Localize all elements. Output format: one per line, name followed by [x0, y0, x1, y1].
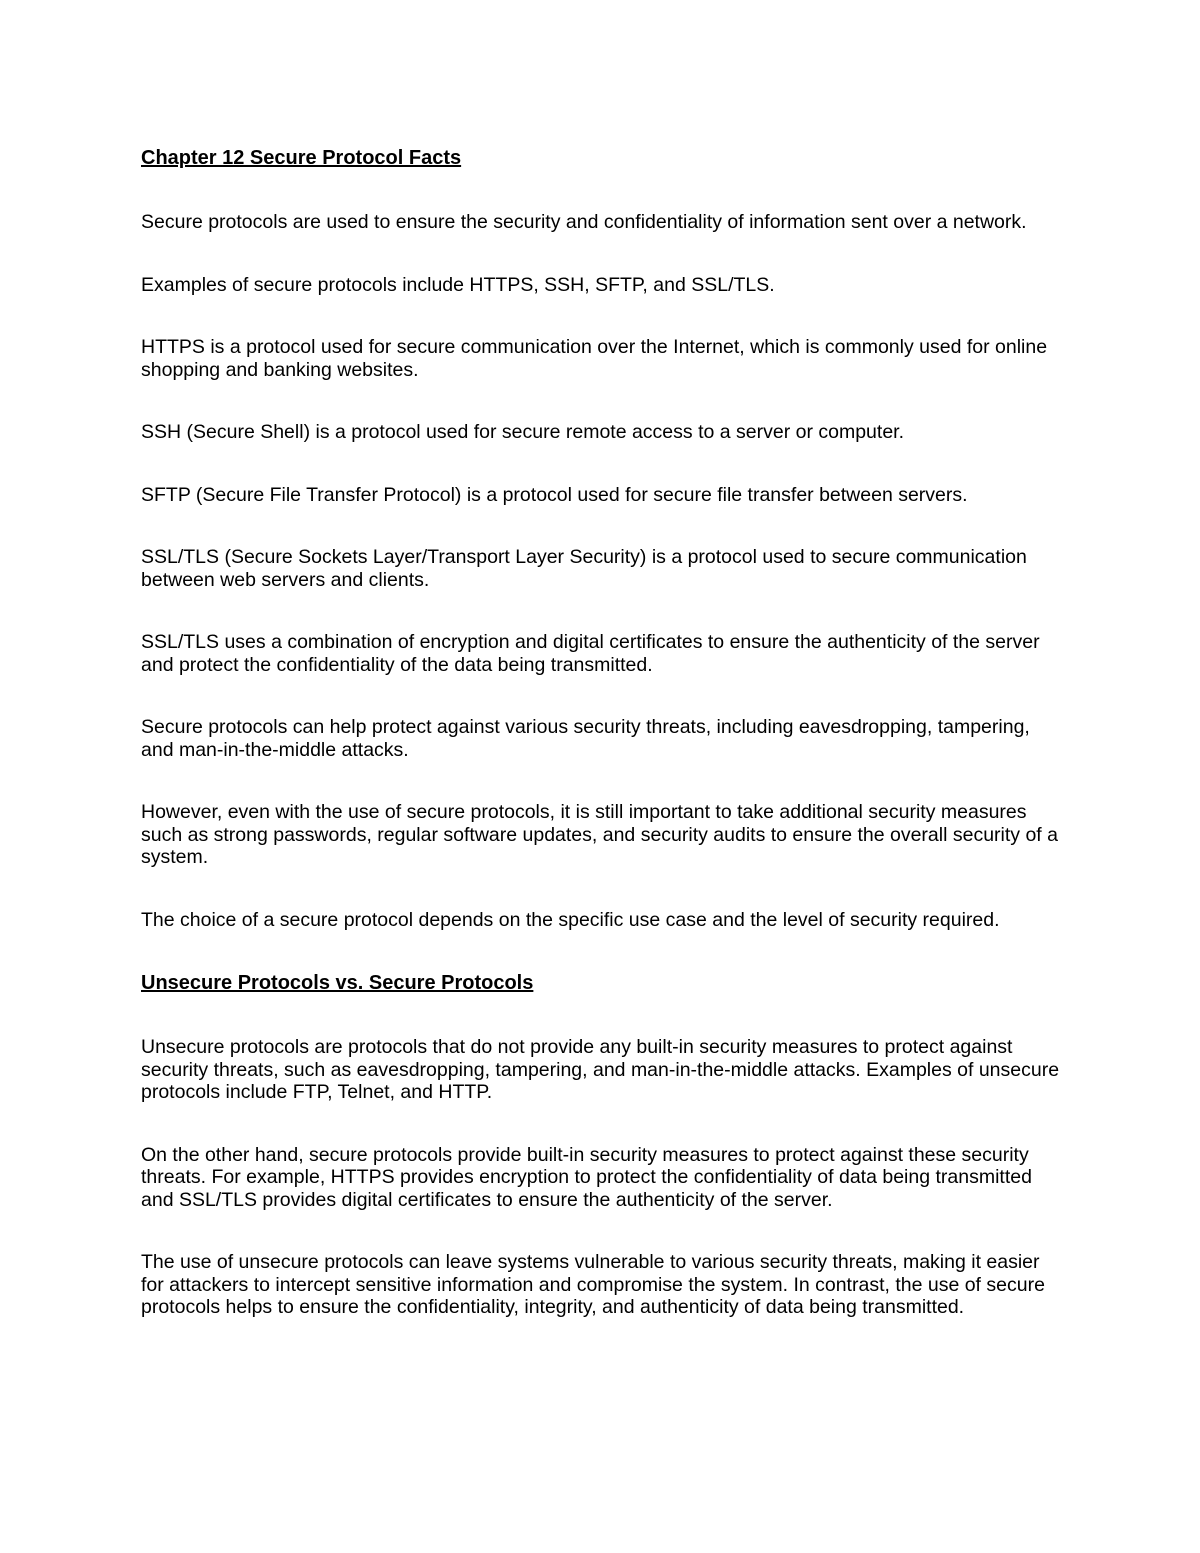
paragraph-conclusion: The use of unsecure protocols can leave systems vulnerable to various security threats, making it easier for attackers to intercept sensitive information and compromise the system. In contrast, the use of secure protocols helps to ensure the confidentiality, integrity, and authenticity of data being transmitted. [141, 1251, 1045, 1318]
paragraph-choice: The choice of a secure protocol depends on the specific use case and the level of security required. [141, 908, 1000, 931]
chapter-heading: Chapter 12 Secure Protocol Facts [141, 147, 462, 169]
paragraph-https: HTTPS is a protocol used for secure communication over the Internet, which is commonly used for online shopping and banking websites. [141, 336, 1048, 381]
document-page [141, 146, 1066, 1319]
paragraph-threats: Secure protocols can help protect against various security threats, including eavesdropping, tampering, and man-in-the-middle attacks. [141, 716, 1030, 761]
paragraph-secure-intro: Secure protocols are used to ensure the security and confidentiality of information sent over a network. [141, 211, 1027, 233]
paragraph-secure-measures: On the other hand, secure protocols provide built-in security measures to protect against these security threats. For example, HTTPS provides encryption to protect the confidentiality of data being transmitted and SSL/TLS provides digital certificates to ensure the authenticity of the server. [141, 1143, 1032, 1211]
paragraph-ssh: SSH (Secure Shell) is a protocol used for secure remote access to a server or computer. [141, 421, 904, 443]
paragraph-sftp: SFTP (Secure File Transfer Protocol) is a protocol used for secure file transfer between servers. [141, 483, 968, 506]
paragraph-ssl-tls: SSL/TLS (Secure Sockets Layer/Transport Layer Security) is a protocol used to secure communication between web servers and clients. [141, 546, 1027, 591]
paragraph-examples: Examples of secure protocols include HTTPS, SSH, SFTP, and SSL/TLS. [141, 273, 775, 296]
paragraph-additional-measures: However, even with the use of secure protocols, it is still important to take additional security measures such as strong passwords, regular software updates, and security audits to ensure the overall security of a system. [141, 801, 1058, 868]
paragraph-unsecure: Unsecure protocols are protocols that do not provide any built-in security measures to protect against security threats, such as eavesdropping, tampering, and man-in-the-middle attacks. Examples of unsecure protocols include FTP, Telnet, and HTTP. [141, 1036, 1060, 1103]
comparison-heading: Unsecure Protocols vs. Secure Protocols [141, 972, 534, 994]
paragraph-ssl-tls-encryption: SSL/TLS uses a combination of encryption and digital certificates to ensure the authenticity of the server and protect the confidentiality of the data being transmitted. [141, 631, 1040, 676]
